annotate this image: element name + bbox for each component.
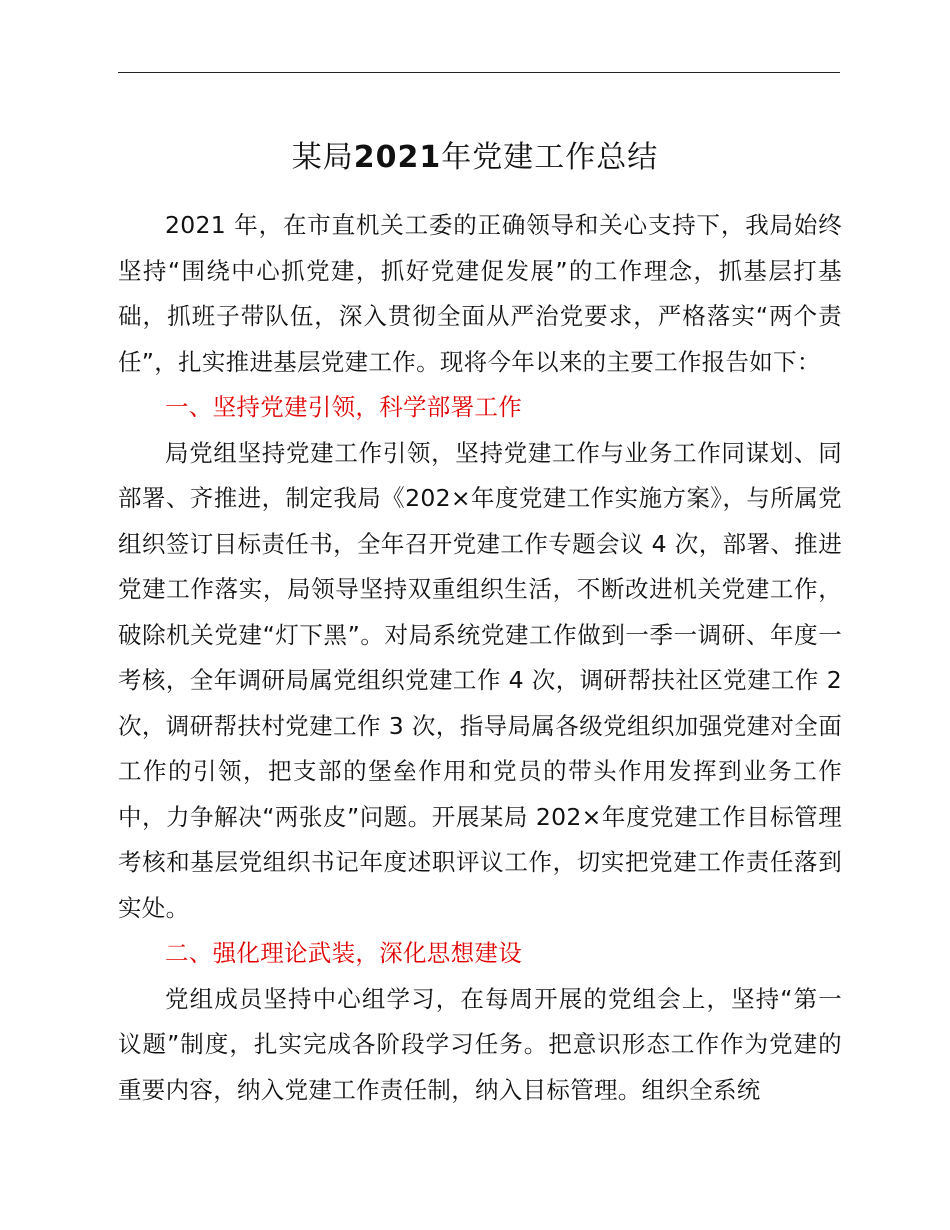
- document-title: [0, 138, 950, 178]
- title-prefix: 某局: [291, 140, 354, 175]
- section-heading-1: 一、坚持党建引领，科学部署工作: [165, 393, 522, 421]
- header-rule: [118, 72, 840, 73]
- title-year: 2021: [353, 140, 442, 175]
- body-paragraph-2: 党组成员坚持中心组学习，在每周开展的党组会上，坚持“第一议题”制度，扎实完成各阶段学习任务。把意识形态工作作为党建的重要内容，纳入党建工作责任制，纳入目标管理。组织全系统: [118, 984, 842, 1104]
- section-heading-2: 二、强化理论武装，深化思想建设: [165, 939, 522, 967]
- document-body: [118, 203, 842, 1113]
- intro-paragraph: 2021 年，在市直机关工委的正确领导和关心支持下，我局始终坚持“围绕中心抓党建，抓好党建促发展”的工作理念，抓基层打基础，抓班子带队伍，深入贯彻全面从严治党要求，严格落实“两个责任”，扎实推进基层党建工作。现将今年以来的主要工作报告如下：: [118, 211, 842, 376]
- title-suffix: 年党建工作总结: [441, 140, 659, 175]
- body-paragraph-1: 局党组坚持党建工作引领，坚持党建工作与业务工作同谋划、同部署、齐推进，制定我局《202×年度党建工作实施方案》，与所属党组织签订目标责任书，全年召开党建工作专题会议 4 次，部署、推进党建工作落实，局领导坚持双重组织生活，不断改进机关党建工作，破除机关党建“灯下黑”。对局系统党建工作做到一季一调研、年度一考核，全年调研局属党组织党建工作 4 次，调研帮扶社区党建工作 2 次，调研帮扶村党建工作 3 次，指导局属各级党组织加强党建对全面工作的引领，把支部的堡垒作用和党员的带头作用发挥到业务工作中，力争解决“两张皮”问题。开展某局 202×年度党建工作目标管理考核和基层党组织书记年度述职评议工作，切实把党建工作责任落到实处。: [118, 438, 842, 922]
